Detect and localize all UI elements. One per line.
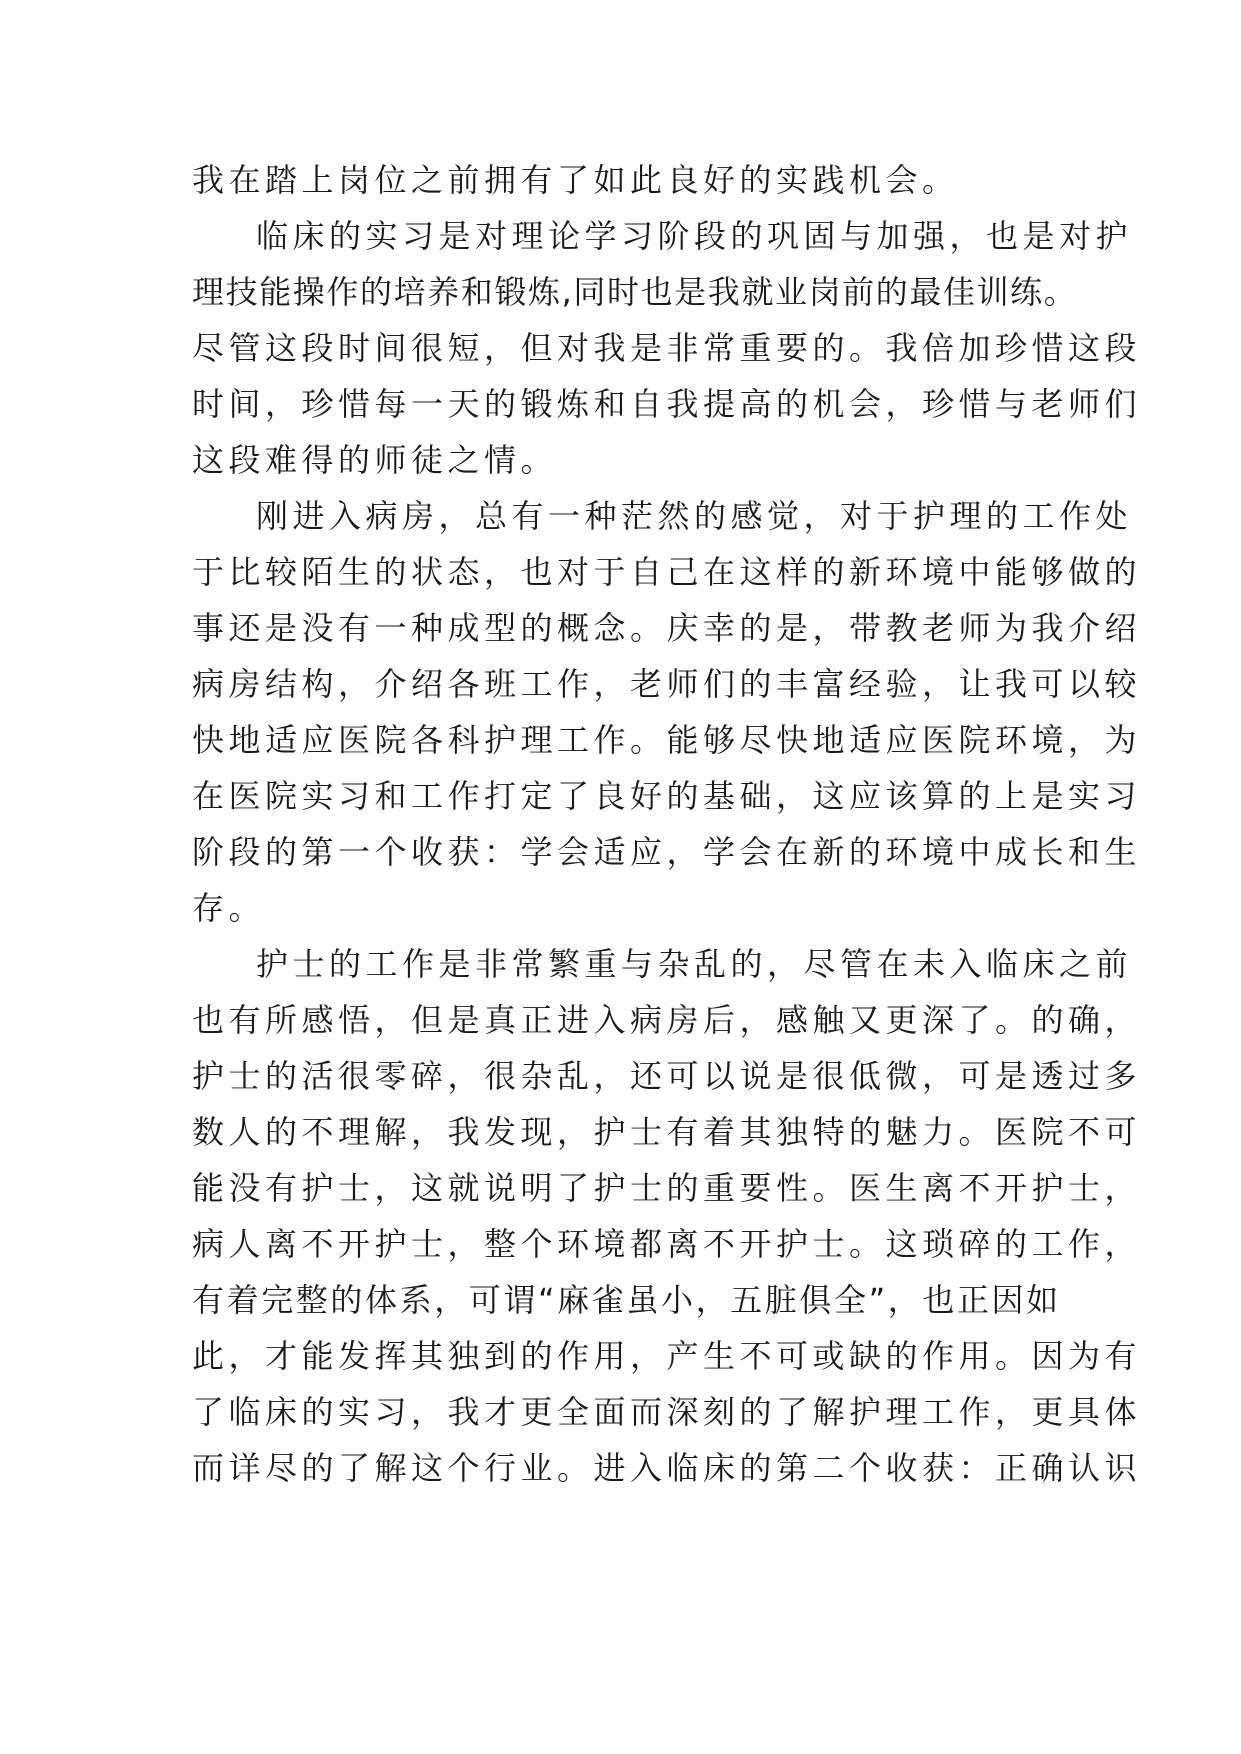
text-line: 尽管这段时间很短，但对我是非常重要的。我倍加珍惜这段 [192,329,1142,367]
paragraph-start-line: 刚进入病房，总有一种茫然的感觉，对于护理的工作处 [256,497,1133,535]
text-line: 阶段的第一个收获：学会适应，学会在新的环境中成长和生 [192,833,1142,871]
text-line: 快地适应医院各科护理工作。能够尽快地适应医院环境，为 [192,721,1142,759]
document-body [192,152,1142,1496]
text-line: 有着完整的体系，可谓“麻雀虽小，五脏俱全”，也正因如 [192,1281,1061,1319]
text-line: 存。 [192,889,266,927]
text-line: 病房结构，介绍各班工作，老师们的丰富经验，让我可以较 [192,665,1142,703]
text-line: 在医院实习和工作打定了良好的基础，这应该算的上是实习 [192,777,1142,815]
paragraph-start-line: 护士的工作是非常繁重与杂乱的，尽管在未入临床之前 [256,945,1133,983]
text-line: 也有所感悟，但是真正进入病房后，感触又更深了。的确， [192,1001,1142,1039]
text-line: 事还是没有一种成型的概念。庆幸的是，带教老师为我介绍 [192,609,1142,647]
text-line: 能没有护士，这就说明了护士的重要性。医生离不开护士， [192,1169,1142,1207]
text-line: 护士的活很零碎，很杂乱，还可以说是很低微，可是透过多 [192,1057,1142,1095]
text-line: 病人离不开护士，整个环境都离不开护士。这琐碎的工作， [192,1225,1142,1263]
text-line: 理技能操作的培养和锻炼,同时也是我就业岗前的最佳训练。 [192,273,1078,311]
text-line: 了临床的实习，我才更全面而深刻的了解护理工作，更具体 [192,1393,1142,1431]
paragraph-start-line: 临床的实习是对理论学习阶段的巩固与加强，也是对护 [256,217,1133,255]
text-line: 此，才能发挥其独到的作用，产生不可或缺的作用。因为有 [192,1337,1142,1375]
text-line: 我在踏上岗位之前拥有了如此良好的实践机会。 [192,161,959,199]
text-line: 于比较陌生的状态，也对于自己在这样的新环境中能够做的 [192,553,1142,591]
text-line: 而详尽的了解这个行业。进入临床的第二个收获：正确认识 [192,1449,1142,1487]
text-line: 数人的不理解，我发现，护士有着其独特的魅力。医院不可 [192,1113,1142,1151]
text-line: 这段难得的师徒之情。 [192,441,558,479]
text-line: 时间，珍惜每一天的锻炼和自我提高的机会，珍惜与老师们 [192,385,1142,423]
